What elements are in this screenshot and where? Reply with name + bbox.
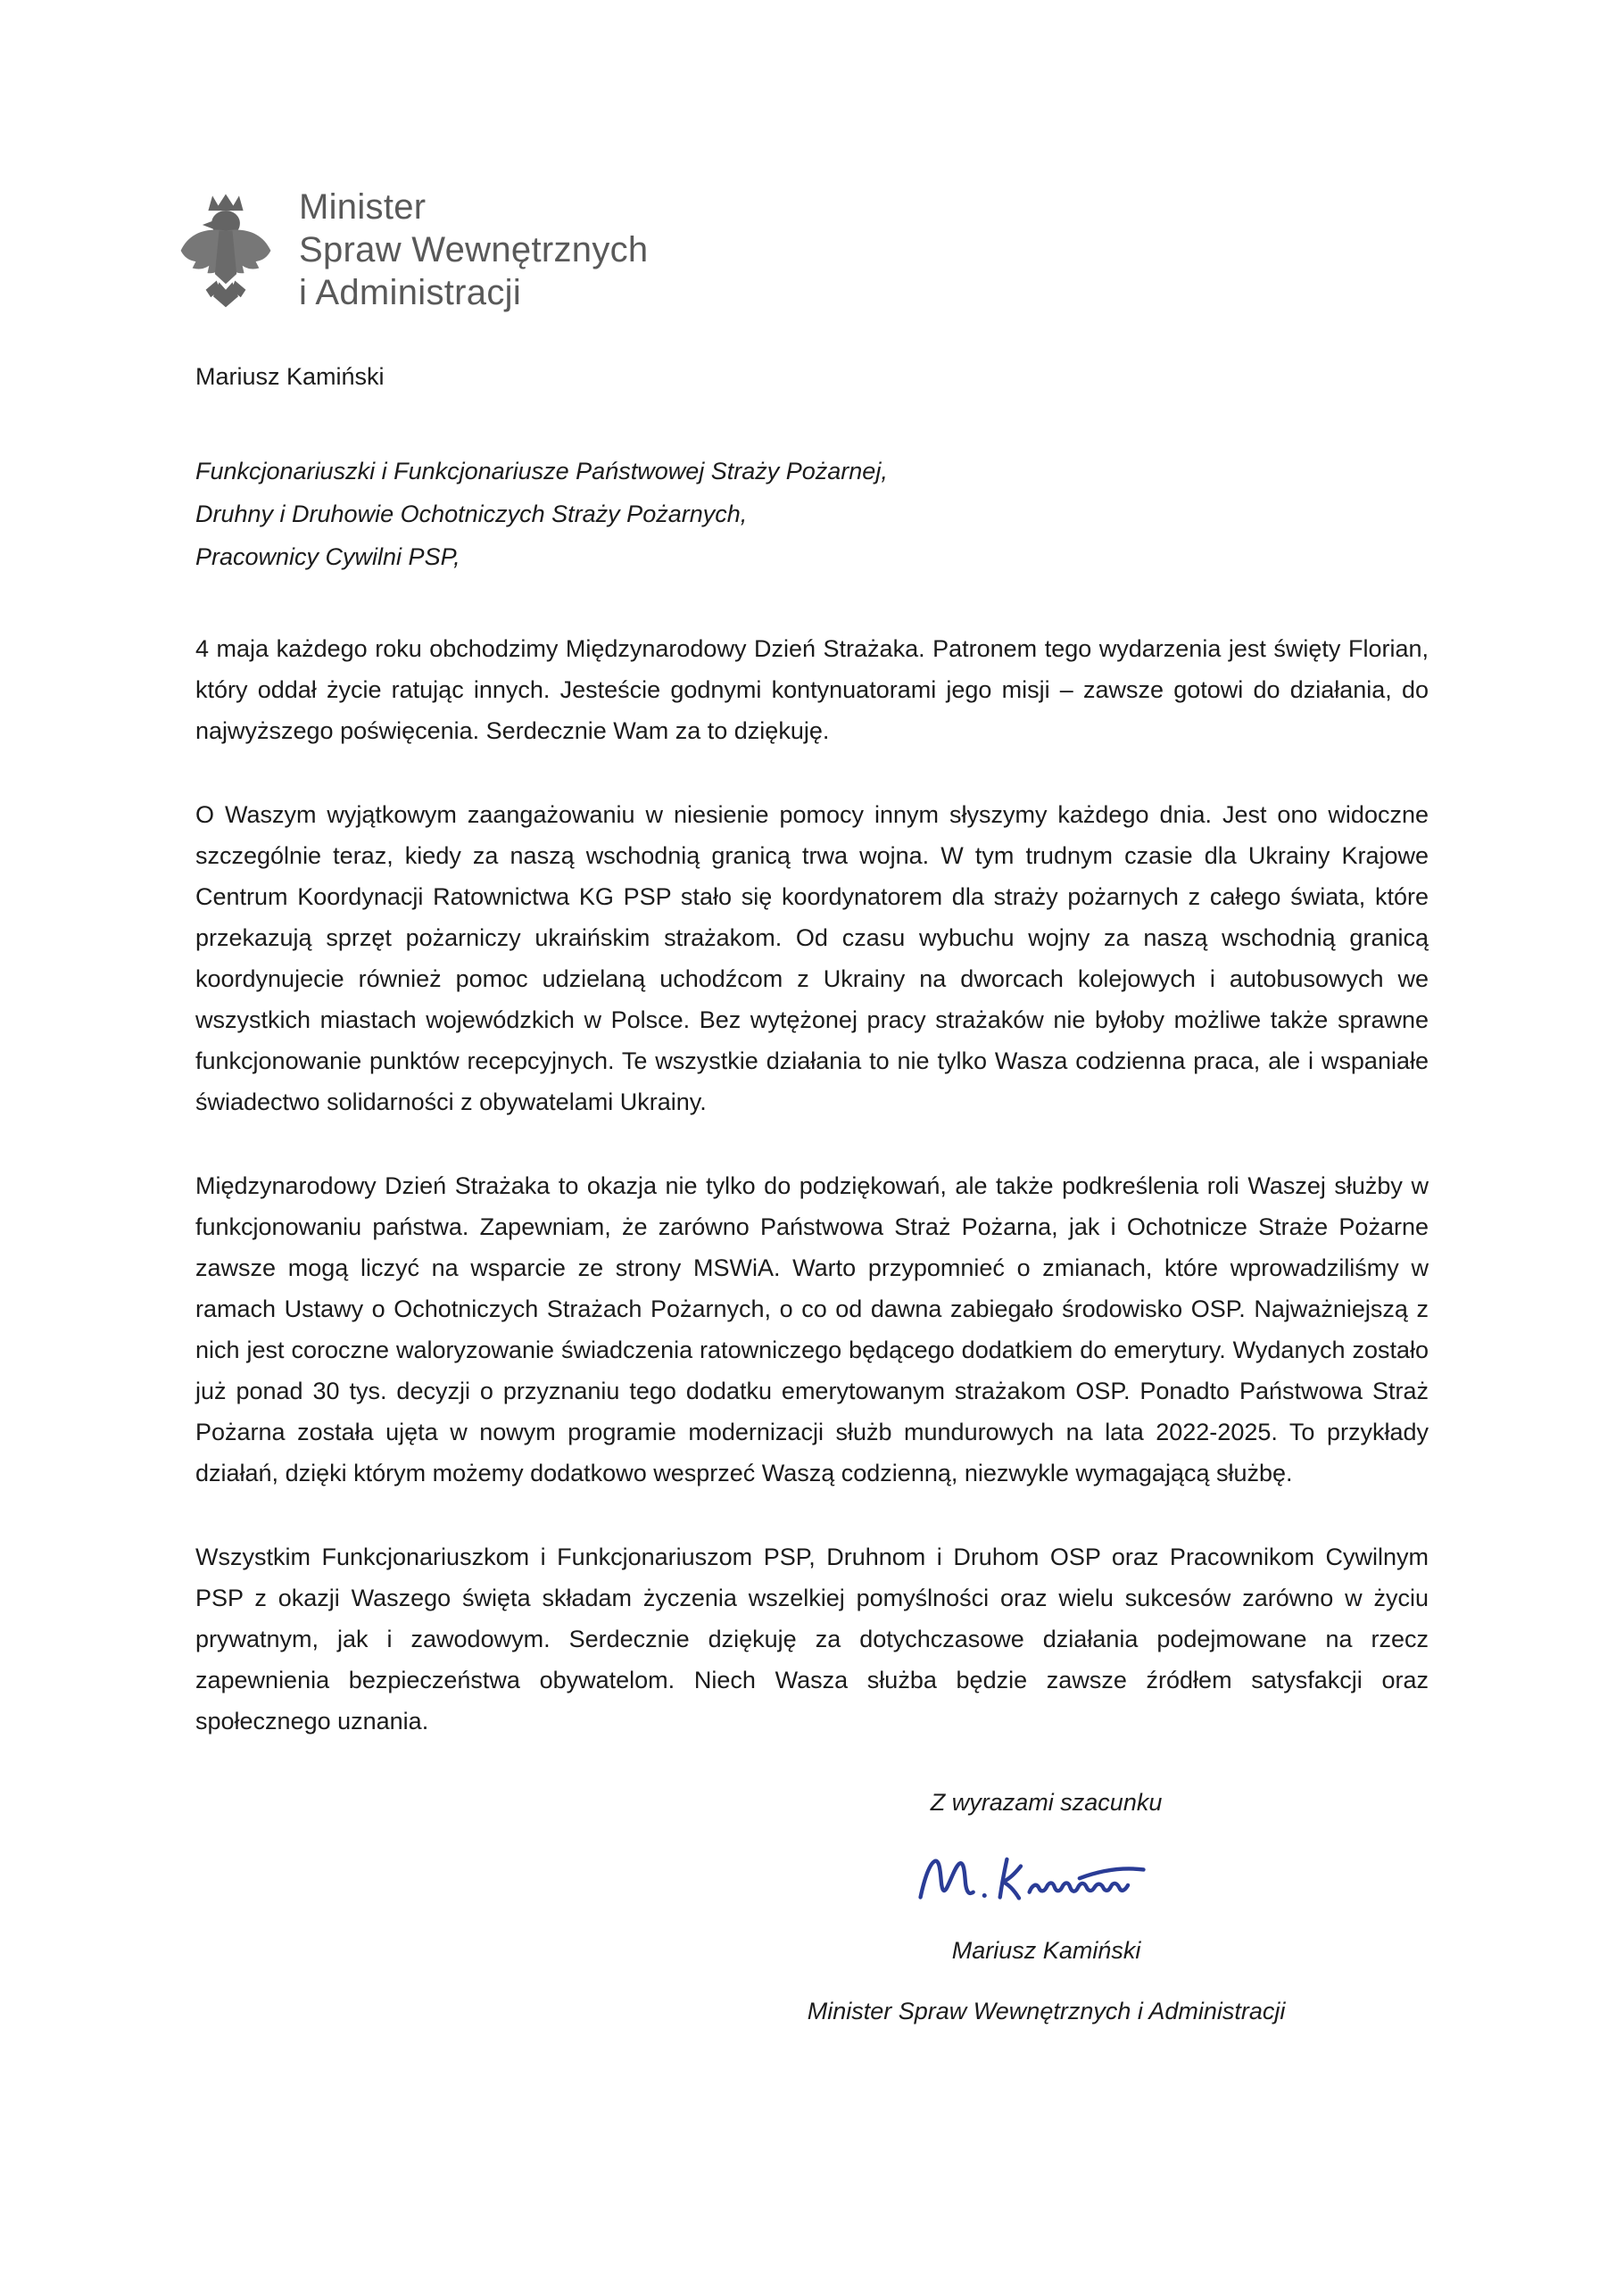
ministry-line-2: Spraw Wewnętrznych [299,230,649,269]
paragraph-1: 4 maja każdego roku obchodzimy Międzynarodowy Dzień Strażaka. Patronem tego wydarzenia jest święty Florian, który oddał życie ratując innych. Jesteście godnymi kontynuatorami jego misji – zawsze gotowi do działania, do najwyższego poświęcenia. Serdecznie Wam za to dziękuję. [195,635,1429,744]
signature-title: Minister Spraw Wewnętrznych i Administracji [807,1998,1286,2024]
ministry-line-3: i Administracji [299,273,522,312]
salutation [195,450,1429,578]
paragraph-2: O Waszym wyjątkowym zaangażowaniu w niesienie pomocy innym słyszymy każdego dnia. Jest ono widoczne szczególnie teraz, kiedy za naszą wschodnią granicą trwa wojna. W tym trudnym czasie dla Ukrainy Krajowe Centrum Koordynacji Ratownictwa KG PSP stało się koordynatorem dla straży pożarnych z całego świata, które przekazują sprzęt pożarniczy ukraińskim strażakom. Od czasu wybuchu wojny za naszą wschodnią granicą koordynujecie również pomoc udzielaną uchodźcom z Ukrainy na dworcach kolejowych i autobusowych we wszystkich miastach wojewódzkich w Polsce. Bez wytężonej pracy strażaków nie byłoby możliwe także sprawne funkcjonowanie punktów recepcyjnych. Te wszystkie działania to nie tylko Wasza codzienna praca, ale i wspaniałe świadectwo solidarności z obywatelami Ukrainy. [195,801,1429,1115]
closing-block [763,1784,1330,2029]
salutation-line-2: Druhny i Druhowie Ochotniczych Straży Pożarnych, [195,501,748,527]
sender-name: Mariusz Kamiński [195,363,385,390]
signature-name: Mariusz Kamiński [951,1937,1141,1964]
salutation-line-3: Pracownicy Cywilni PSP, [195,543,460,570]
salutation-line-1: Funkcjonariuszki i Funkcjonariusze Państwowej Straży Pożarnej, [195,458,888,484]
paragraph-4: Wszystkim Funkcjonariuszkom i Funkcjonariuszom PSP, Druhnom i Druhom OSP oraz Pracownikom Cywilnym PSP z okazji Waszego święta składam życzenia wszelkiej pomyślności oraz wielu sukcesów zarówno w życiu prywatnym, jak i zawodowym. Serdecznie dziękuję za dotychczasowe działania podejmowane na rzecz zapewnienia bezpieczeństwa obywatelom. Niech Wasza służba będzie zawsze źródłem satysfakcji oraz społecznego uznania. [195,1544,1429,1734]
valediction: Z wyrazami szacunku [930,1789,1163,1816]
handwritten-signature-image [908,1843,1185,1922]
letterhead [176,186,1429,314]
ministry-name [299,186,648,314]
paragraph-3: Międzynarodowy Dzień Strażaka to okazja nie tylko do podziękowań, ale także podkreślenia roli Waszej służby w funkcjonowaniu państwa. Zapewniam, że zarówno Państwowa Straż Pożarna, jak i Ochotnicze Straże Pożarne zawsze mogą liczyć na wsparcie ze strony MSWiA. Warto przypomnieć o zmianach, które wprowadziliśmy w ramach Ustawy o Ochotniczych Strażach Pożarnych, o co od dawna zabiegało środowisko OSP. Najważniejszą z nich jest coroczne waloryzowanie świadczenia ratowniczego będącego dodatkiem do emerytury. Wydanych zostało już ponad 30 tys. decyzji o przyznaniu tego dodatku emerytowanym strażakom OSP. Ponadto Państwowa Straż Pożarna została ujęta w nowym programie modernizacji służb mundurowych na lata 2022-2025. To przykłady działań, dzięki którym możemy dodatkowo wesprzeć Waszą codzienną, niezwykle wymagającą służbę. [195,1172,1429,1486]
ministry-line-1: Minister [299,187,427,227]
polish-eagle-emblem-icon [176,187,276,312]
